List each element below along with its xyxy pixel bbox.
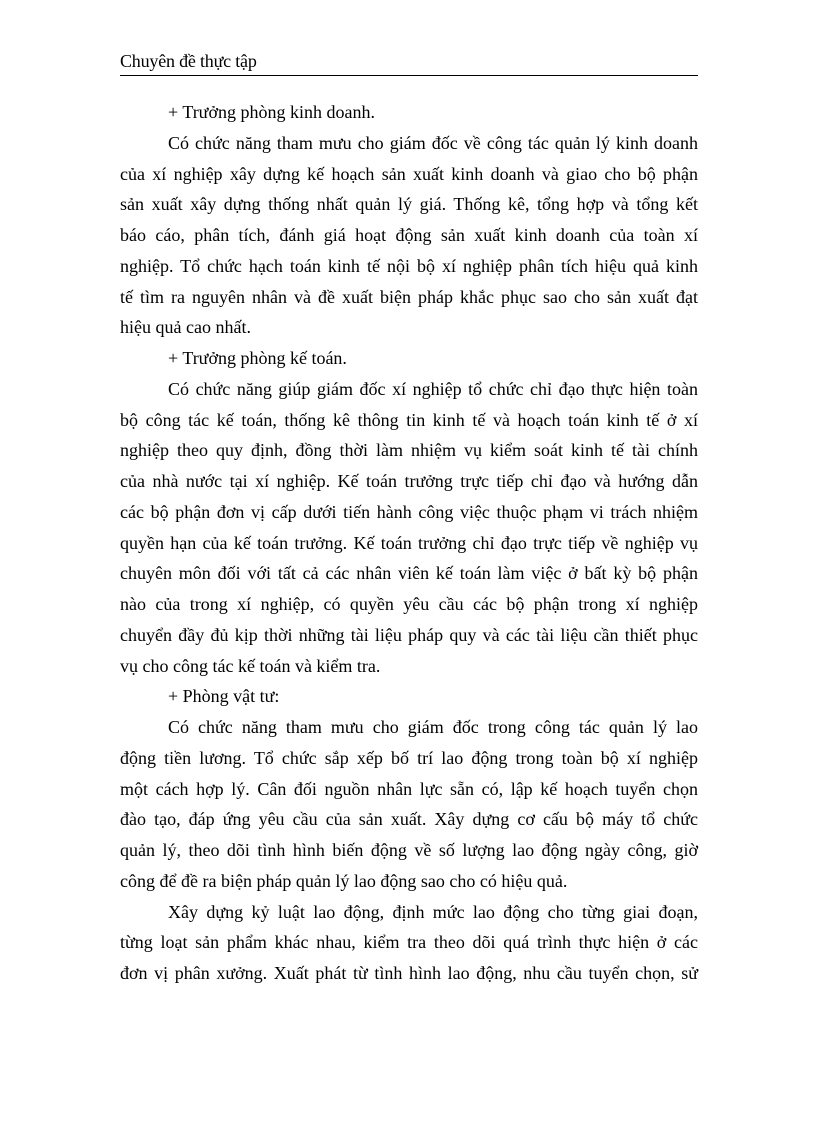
text-line: của xí nghiệp xây dựng kế hoạch sản xuất kinh doanh và giao cho bộ phận: [120, 163, 698, 184]
text-line: Xây dựng kỷ luật lao động, định mức lao động cho từng giai đoạn,: [168, 901, 698, 922]
text-line: động tiền lương. Tổ chức sắp xếp bố trí lao động trong toàn bộ xí nghiệp: [120, 747, 698, 768]
text-line: nghiệp theo quy định, đồng thời làm nhiệm vụ kiểm soát kinh tế tài chính: [120, 440, 698, 461]
text-line: báo cáo, phân tích, đánh giá hoạt động sản xuất kinh doanh của toàn xí: [120, 225, 698, 245]
text-line: nghiệp. Tổ chức hạch toán kinh tế nội bộ xí nghiệp phân tích hiệu quả kinh: [120, 255, 698, 276]
text-line: các bộ phận đơn vị cấp dưới tiến hành công việc thuộc phạm vi trách nhiệm: [120, 501, 698, 522]
text-line: Có chức năng tham mưu cho giám đốc trong công tác quản lý lao: [168, 717, 698, 737]
text-line: + Phòng vật tư:: [168, 686, 280, 707]
page-header: [120, 51, 698, 77]
text-line: một cách hợp lý. Cân đối nguồn nhân lực sẵn có, lập kế hoạch tuyển chọn: [120, 778, 698, 799]
text-line: + Trưởng phòng kinh doanh.: [168, 102, 375, 122]
text-line: công để đề ra biện pháp quản lý lao động sao cho có hiệu quả.: [120, 870, 568, 891]
text-line: từng loạt sản phẩm khác nhau, kiểm tra theo dõi quá trình thực hiện ở các: [120, 932, 698, 953]
text-line: quản lý, theo dõi tình hình biến động về số lượng lao động ngày công, giờ: [120, 840, 698, 860]
body-text: [120, 97, 698, 989]
text-line: Có chức năng giúp giám đốc xí nghiệp tổ chức chỉ đạo thực hiện toàn: [168, 378, 698, 399]
text-line: vụ cho công tác kế toán và kiểm tra.: [120, 655, 381, 676]
text-line: đơn vị phân xưởng. Xuất phát từ tình hình lao động, nhu cầu tuyển chọn, sử: [120, 963, 698, 983]
text-line: đào tạo, đáp ứng yêu cầu của sản xuất. Xây dựng cơ cấu bộ máy tổ chức: [120, 809, 698, 830]
text-line: chuyển đầy đủ kịp thời những tài liệu pháp quy và các tài liệu cần thiết phục: [120, 624, 698, 645]
text-line: chuyên môn đối với tất cả các nhân viên kế toán làm việc ở bất kỳ bộ phận: [120, 563, 698, 584]
text-line: của nhà nước tại xí nghiệp. Kế toán trưởng trực tiếp chỉ đạo và hướng dẫn: [120, 471, 698, 491]
text-line: Có chức năng tham mưu cho giám đốc về công tác quản lý kinh doanh: [168, 132, 698, 153]
text-line: sản xuất xây dựng thống nhất quản lý giá. Thống kê, tổng hợp và tổng kết: [120, 194, 698, 215]
header-rule: [120, 75, 698, 76]
text-line: hiệu quả cao nhất.: [120, 317, 251, 338]
text-line: tế tìm ra nguyên nhân và đề xuất biện pháp khắc phục sao cho sản xuất đạt: [120, 286, 698, 307]
page-bottom-fade: [0, 1105, 816, 1123]
text-line: quyền hạn của kế toán trưởng. Kế toán trưởng chỉ đạo trực tiếp về nghiệp vụ: [120, 532, 698, 553]
text-line: bộ công tác kế toán, thống kê thông tin kinh tế và hoạch toán kinh tế ở xí: [120, 409, 698, 430]
header-title: Chuyên đề thực tập: [120, 51, 257, 71]
text-line: nào của trong xí nghiệp, có quyền yêu cầu các bộ phận trong xí nghiệp: [120, 594, 698, 614]
text-line: + Trưởng phòng kế toán.: [168, 348, 347, 368]
